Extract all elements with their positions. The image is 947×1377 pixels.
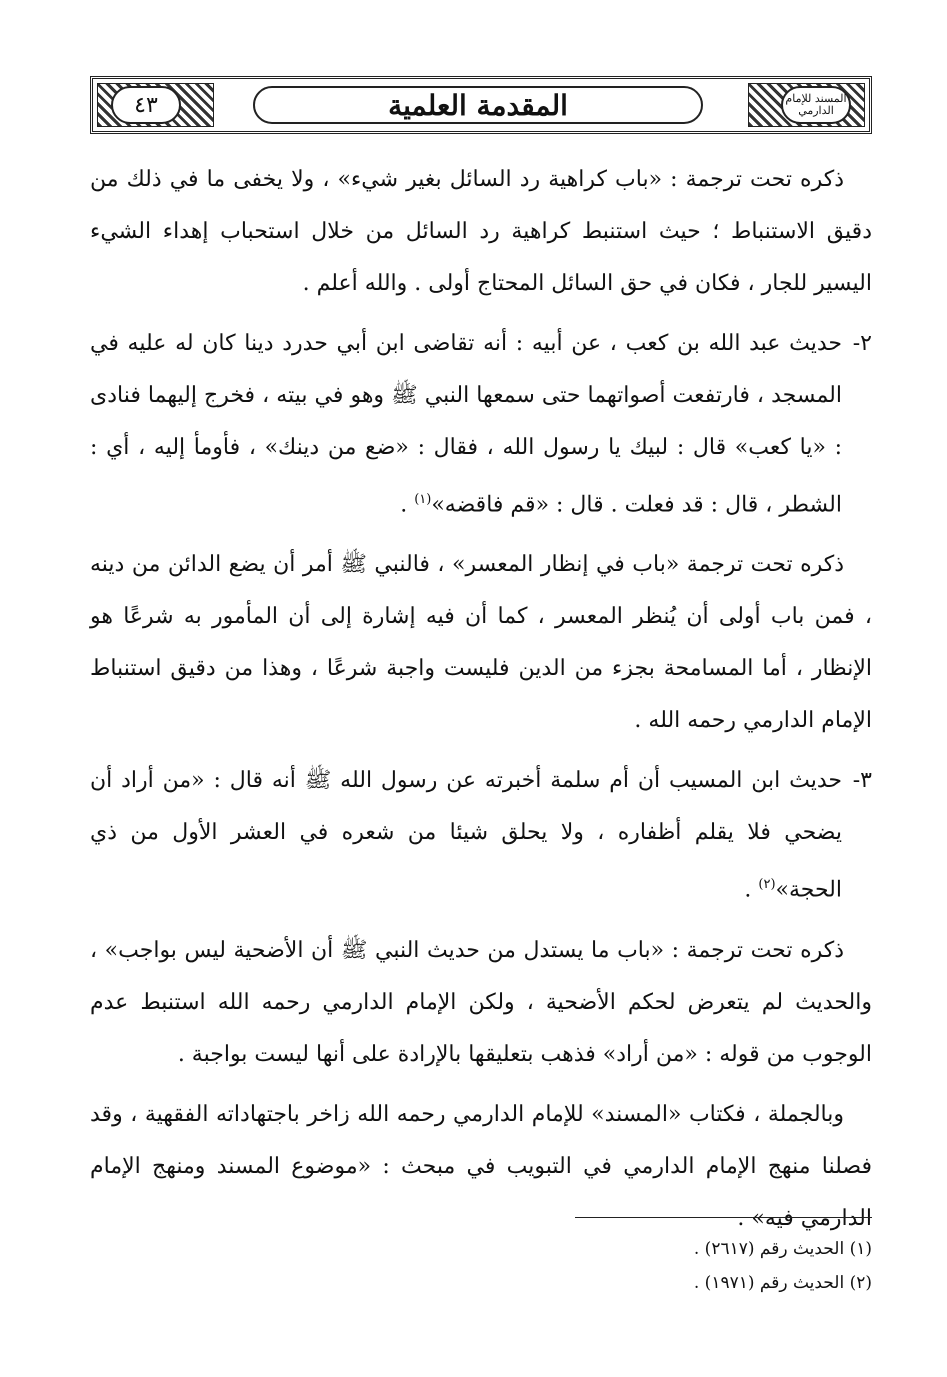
paragraph-3: ذكره تحت ترجمة : «باب ما يستدل من حديث النبي ﷺ أن الأضحية ليس بواجب» ، والحديث لم يتعرض لحكم الأضحية ، ولكن الإمام الدارمي رحمه الله استنبط عدم الوجوب من قوله : «من أراد» فذهب بتعليقها بالإرادة على أنها ليست بواجبة . [90, 937, 872, 1067]
main-text [90, 150, 872, 1253]
paragraph-1: ذكره تحت ترجمة : «باب كراهية رد السائل بغير شيء» ، ولا يخفى ما في ذلك من دقيق الاستنباط ؛ حيث استنبط كراهية رد السائل من خلال استحباب إهداء الشيء اليسير للجار ، فكان في حق السائل المحتاج أولى . والله أعلم . [90, 167, 872, 296]
footnote-1: (١) الحديث رقم (٢٦١٧) . [693, 1239, 872, 1259]
item-number: ٢- [852, 331, 872, 356]
page-title: المقدمة العلمية [253, 86, 703, 124]
paragraph-4: وبالجملة ، فكتاب «المسند» للإمام الدارمي رحمه الله زاخر باجتهاداته الفقهية ، وقد فصلنا منهج الإمام الدارمي في التبويب في مبحث : «موضوع المسند ومنهج الإمام الدارمي فيه» . [90, 1101, 872, 1231]
footnote-2: (٢) الحديث رقم (١٩٧١) . [693, 1273, 872, 1293]
footnotes [90, 1232, 872, 1300]
page-header [90, 76, 872, 134]
hadith-text: حديث ابن المسيب أن أم سلمة أخبرته عن رسول الله ﷺ أنه قال : «من أراد أن يضحي فلا يقلم أظفاره ، ولا يحلق شيئا من شعره في العشر الأول من ذي الحجة» [90, 768, 842, 903]
book-emblem: المسند للإمام الدارمي [781, 86, 851, 124]
hadith-item-3 [90, 755, 872, 916]
sentence-end: . [744, 877, 759, 903]
hadith-item-2 [90, 318, 872, 531]
hadith-text: حديث عبد الله بن كعب ، عن أبيه : أنه تقاضى ابن أبي حدرد دينا كان له عليه في المسجد ، فارتفعت أصواتهما حتى سمعها النبي ﷺ وهو في بيته ، فخرج إليهما فنادى : «يا كعب» قال : لبيك يا رسول الله ، فقال : «ضع من دينك» ، فأومأ إليه ، أي : الشطر ، قال : قد فعلت . قال : «قم فاقضه» [90, 331, 842, 518]
item-number: ٣- [852, 768, 872, 794]
footnote-ref-1: (١) [414, 492, 432, 507]
paragraph-2: ذكره تحت ترجمة «باب في إنظار المعسر» ، فالنبي ﷺ أمر أن يضع الدائن من دينه ، فمن باب أولى أن يُنظر المعسر ، كما أن فيه إشارة إلى أن المأمور به شرعًا هو الإنظار ، أما المسامحة بجزء من الدين فليست واجبة شرعًا ، وهذا من دقيق استنباط الإمام الدارمي رحمه الله . [90, 552, 872, 734]
footnote-ref-2: (٢) [758, 877, 776, 893]
page-number: ٤٣ [111, 86, 181, 124]
sentence-end: . [400, 492, 415, 518]
footnote-divider [575, 1217, 872, 1218]
